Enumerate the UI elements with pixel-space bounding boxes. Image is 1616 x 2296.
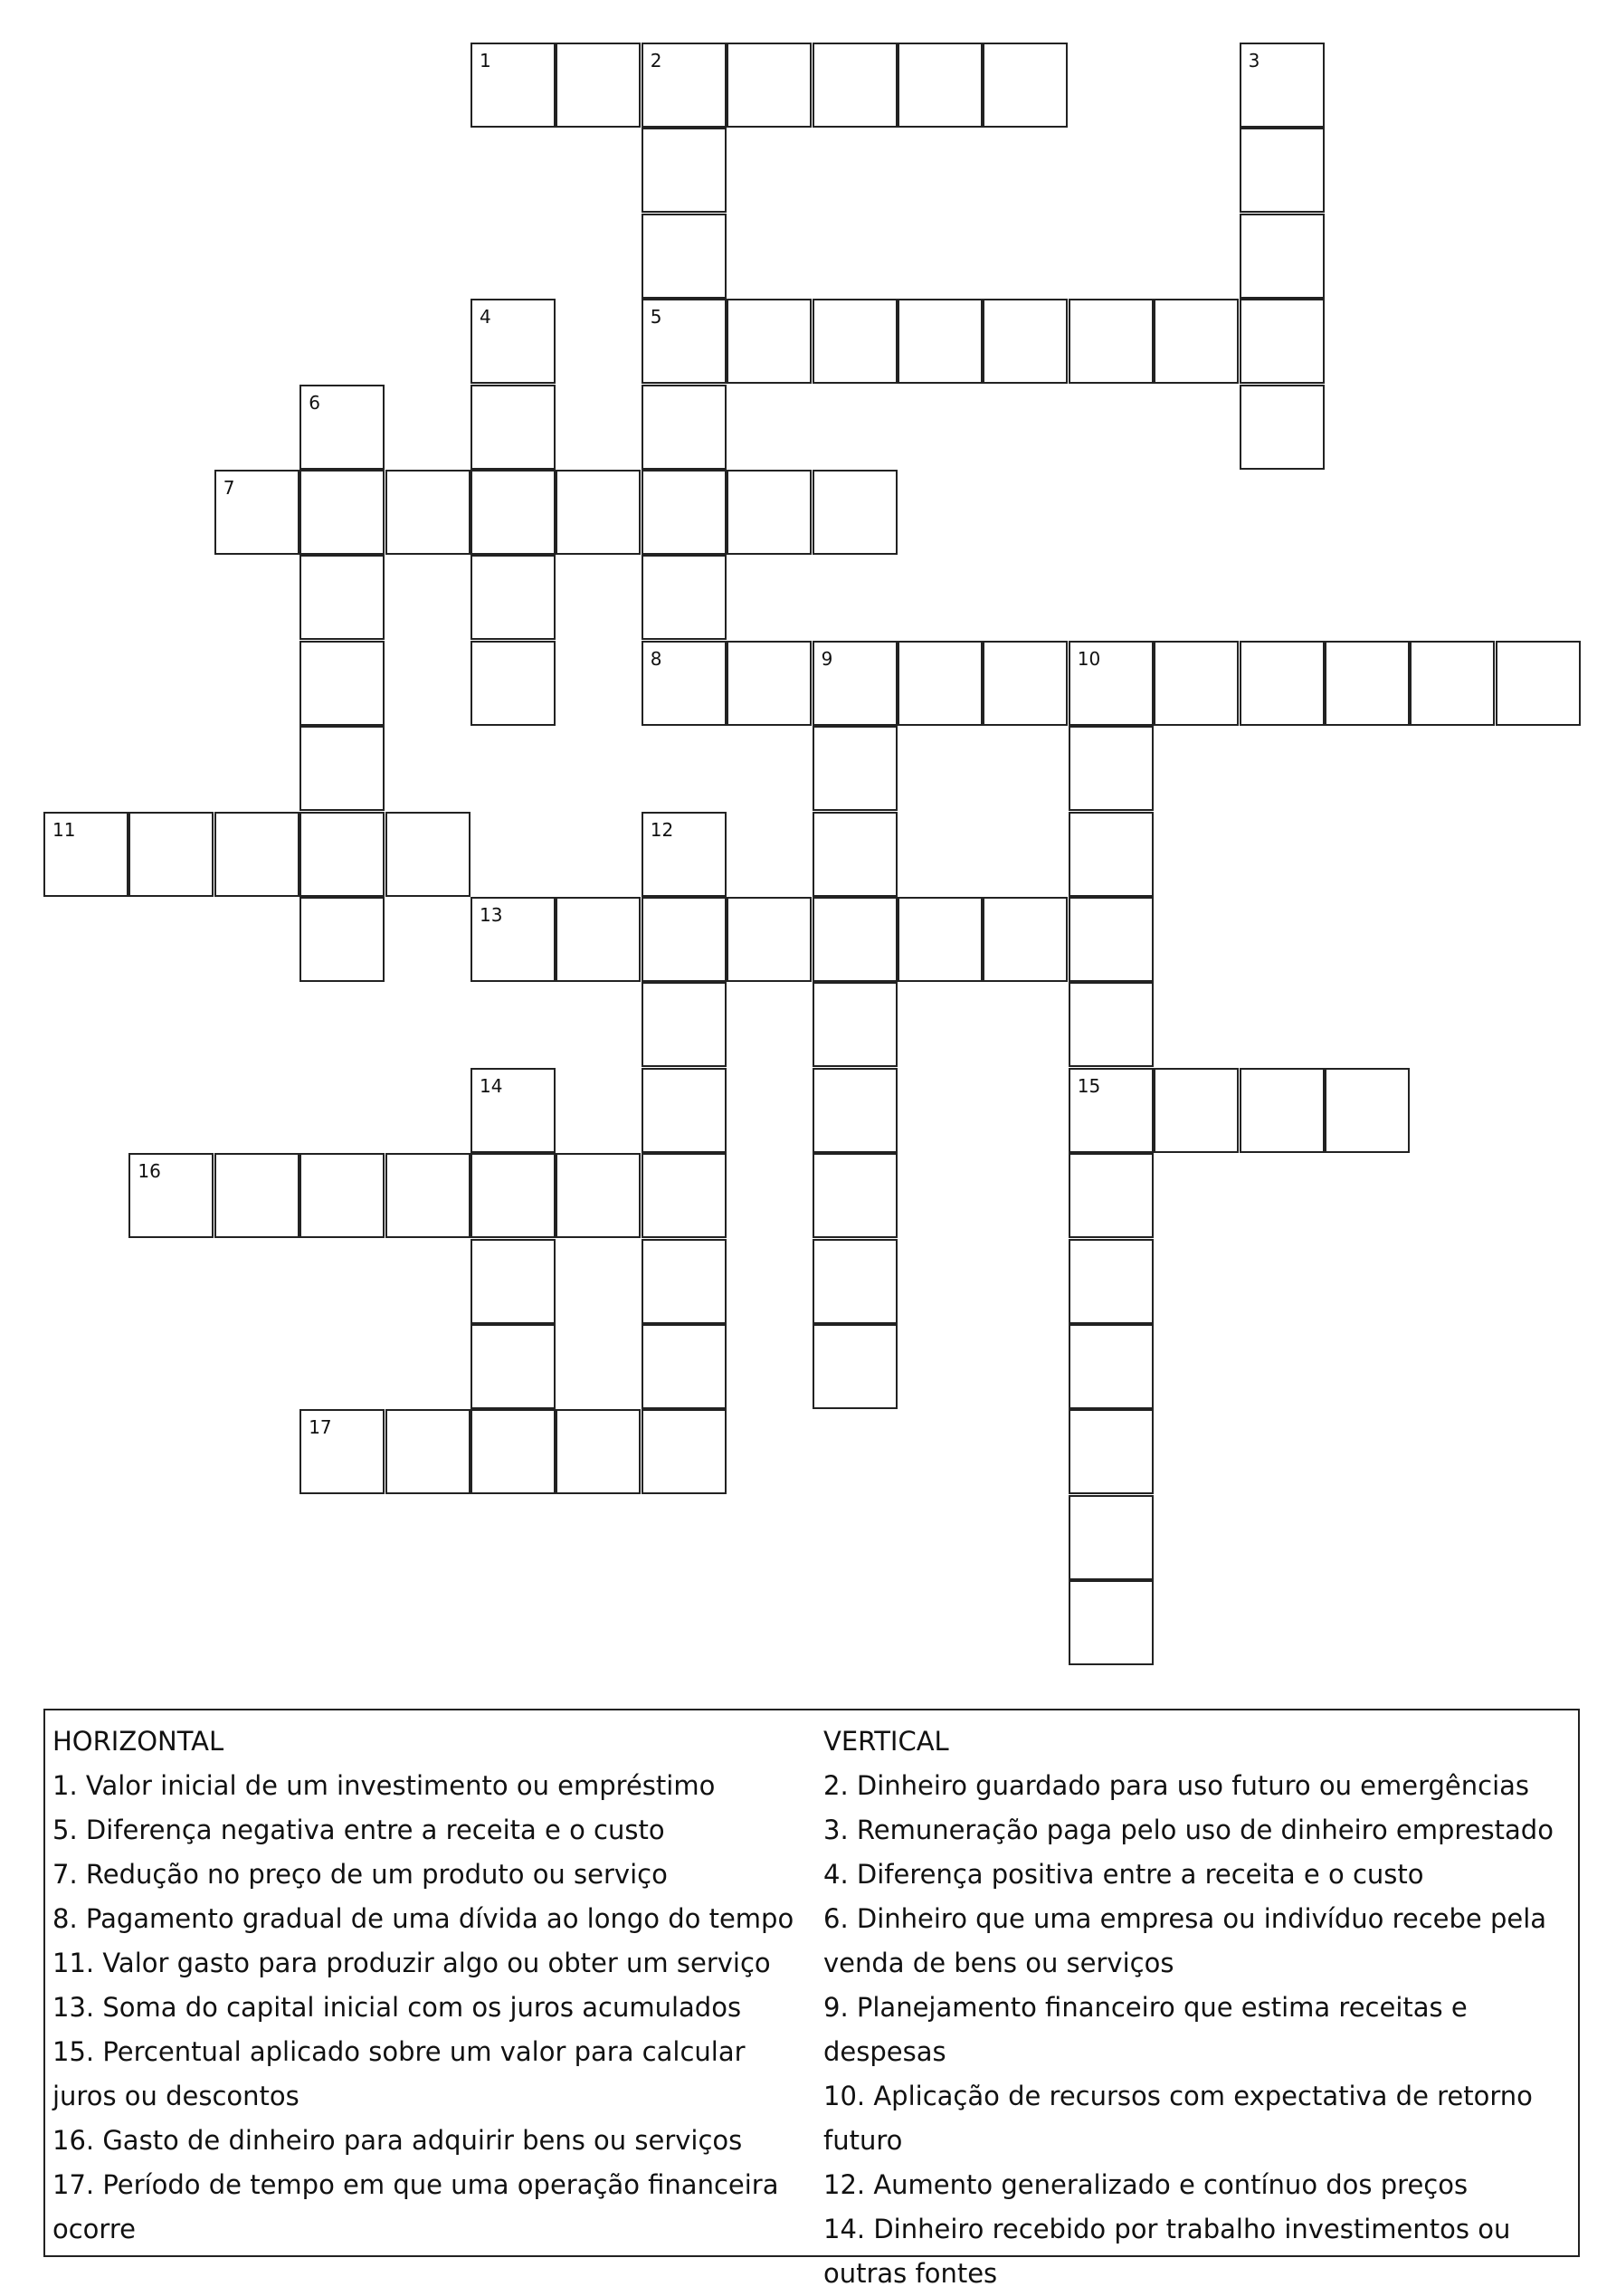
clue-number: 15: [1077, 1074, 1101, 1097]
crossword-cell[interactable]: [385, 1153, 471, 1238]
crossword-cell[interactable]: [1154, 299, 1239, 384]
crossword-cell[interactable]: [642, 641, 727, 726]
crossword-cell[interactable]: [471, 555, 556, 640]
crossword-cell[interactable]: [642, 128, 727, 213]
crossword-cell[interactable]: [1240, 43, 1325, 128]
crossword-cell[interactable]: [128, 1153, 214, 1238]
crossword-cell[interactable]: [1154, 1068, 1239, 1153]
crossword-cell[interactable]: [727, 897, 812, 982]
clue-v-6: 6. Dinheiro que uma empresa ou indivíduo recebe pela venda de bens ou serviços: [823, 1903, 1547, 1978]
crossword-cell[interactable]: [299, 555, 385, 640]
crossword-cell[interactable]: [642, 299, 727, 384]
crossword-cell[interactable]: [299, 726, 385, 811]
clue-number: 1: [480, 50, 491, 71]
clue-number: 9: [821, 647, 833, 670]
clue-number: 4: [480, 306, 491, 329]
crossword-cell[interactable]: [642, 897, 727, 982]
crossword-cell[interactable]: [471, 1239, 556, 1324]
crossword-cell[interactable]: [471, 1068, 556, 1153]
clue-number: 8: [650, 647, 662, 670]
crossword-cell[interactable]: [299, 470, 385, 555]
horizontal-header: HORIZONTAL: [52, 1726, 224, 1757]
crossword-cell[interactable]: [642, 214, 727, 299]
crossword-cell[interactable]: [813, 726, 898, 811]
crossword-cell[interactable]: [1240, 1068, 1325, 1153]
clue-v-4: 4. Diferença positiva entre a receita e o custo: [823, 1859, 1424, 1890]
clue-v-12: 12. Aumento generalizado e contínuo dos preços: [823, 2169, 1469, 2200]
crossword-cell[interactable]: [1240, 214, 1325, 299]
crossword-cell[interactable]: [727, 299, 812, 384]
crossword-cell[interactable]: [1325, 641, 1410, 726]
crossword-cell[interactable]: [299, 1153, 385, 1238]
crossword-cell[interactable]: [299, 897, 385, 982]
crossword-cell[interactable]: [1069, 1153, 1154, 1238]
crossword-cell[interactable]: [471, 385, 556, 470]
clue-h-7: 7. Redução no preço de um produto ou serviço: [52, 1859, 668, 1890]
crossword-cell[interactable]: [556, 43, 641, 128]
crossword-cell[interactable]: [299, 812, 385, 897]
clue-number: 17: [309, 1416, 332, 1439]
crossword-cell[interactable]: [642, 1068, 727, 1153]
crossword-cell[interactable]: [43, 812, 128, 897]
crossword-cell[interactable]: [128, 812, 214, 897]
vertical-header: VERTICAL: [823, 1726, 949, 1757]
vertical-clues: [823, 1720, 1574, 2296]
crossword-cell[interactable]: [642, 555, 727, 640]
crossword-cell[interactable]: [214, 1153, 299, 1238]
crossword-cell[interactable]: [1069, 1239, 1154, 1324]
crossword-cell[interactable]: [1069, 1068, 1154, 1153]
crossword-cell[interactable]: [727, 43, 812, 128]
crossword-cell[interactable]: [813, 1324, 898, 1409]
clue-number: 7: [223, 477, 235, 499]
clue-h-11: 11. Valor gasto para produzir algo ou obter um serviço: [52, 1948, 771, 1978]
crossword-cell[interactable]: [727, 641, 812, 726]
crossword-cell[interactable]: [1069, 1580, 1154, 1665]
crossword-cell[interactable]: [898, 299, 983, 384]
clue-v-14: 14. Dinheiro recebido por trabalho investimentos ou outras fontes: [823, 2214, 1511, 2289]
clue-number: 6: [309, 391, 320, 414]
clue-v-2: 2. Dinheiro guardado para uso futuro ou emergências: [823, 1770, 1530, 1801]
crossword-cell[interactable]: [813, 1153, 898, 1238]
crossword-cell[interactable]: [1325, 1068, 1410, 1153]
crossword-cell[interactable]: [471, 43, 556, 128]
crossword-cell[interactable]: [642, 1409, 727, 1494]
horizontal-clues: [52, 1720, 817, 2252]
crossword-cell[interactable]: [471, 299, 556, 384]
clues-box: [43, 1709, 1580, 2289]
crossword-cell[interactable]: [214, 470, 299, 555]
clue-number: 14: [480, 1074, 503, 1097]
crossword-cell[interactable]: [1069, 1495, 1154, 1580]
crossword-cell[interactable]: [385, 470, 471, 555]
crossword-cell[interactable]: [1240, 299, 1325, 384]
crossword-cell[interactable]: [642, 1324, 727, 1409]
crossword-cell[interactable]: [642, 385, 727, 470]
crossword-cell[interactable]: [299, 1409, 385, 1494]
crossword-cell[interactable]: [471, 1324, 556, 1409]
clue-number: 3: [1248, 50, 1260, 71]
crossword-cell[interactable]: [556, 1409, 641, 1494]
crossword-cell[interactable]: [642, 1153, 727, 1238]
crossword-cell[interactable]: [898, 897, 983, 982]
crossword-cell[interactable]: [642, 470, 727, 555]
clue-h-15: 15. Percentual aplicado sobre um valor para calcular juros ou descontos: [52, 2036, 746, 2111]
crossword-cell[interactable]: [1069, 726, 1154, 811]
crossword-cell[interactable]: [556, 470, 641, 555]
crossword-cell[interactable]: [471, 1153, 556, 1238]
crossword-cell[interactable]: [642, 43, 727, 128]
crossword-cell[interactable]: [813, 1239, 898, 1324]
crossword-cell[interactable]: [556, 1153, 641, 1238]
crossword-cell[interactable]: [642, 982, 727, 1067]
crossword-cell[interactable]: [385, 1409, 471, 1494]
crossword-cell[interactable]: [299, 385, 385, 470]
clue-h-1: 1. Valor inicial de um investimento ou empréstimo: [52, 1770, 716, 1801]
crossword-cell[interactable]: [983, 641, 1068, 726]
crossword-cell[interactable]: [813, 897, 898, 982]
crossword-cell[interactable]: [1069, 299, 1154, 384]
clue-h-13: 13. Soma do capital inicial com os juros acumulados: [52, 1992, 742, 2023]
clue-number: 5: [650, 306, 662, 329]
crossword-cell[interactable]: [1410, 641, 1495, 726]
crossword-cell[interactable]: [214, 812, 299, 897]
crossword-cell[interactable]: [813, 641, 898, 726]
crossword-cell[interactable]: [471, 1409, 556, 1494]
clue-number: 11: [52, 818, 76, 841]
clue-h-17: 17. Período de tempo em que uma operação financeira ocorre: [52, 2169, 779, 2244]
crossword-cell[interactable]: [1069, 897, 1154, 982]
crossword-cell[interactable]: [471, 470, 556, 555]
crossword-cell[interactable]: [1154, 641, 1239, 726]
clue-h-16: 16. Gasto de dinheiro para adquirir bens ou serviços: [52, 2125, 743, 2156]
clue-v-9: 9. Planejamento financeiro que estima receitas e despesas: [823, 1992, 1468, 2067]
crossword-cell[interactable]: [813, 299, 898, 384]
clue-number: 10: [1077, 647, 1101, 670]
crossword-cell[interactable]: [1069, 1409, 1154, 1494]
crossword-cell[interactable]: [727, 470, 812, 555]
crossword-cell[interactable]: [1240, 641, 1325, 726]
crossword-cell[interactable]: [983, 43, 1068, 128]
crossword-cell[interactable]: [1240, 385, 1325, 470]
crossword-cell[interactable]: [898, 641, 983, 726]
clue-v-10: 10. Aplicação de recursos com expectativa de retorno futuro: [823, 2081, 1533, 2156]
crossword-cell[interactable]: [1069, 982, 1154, 1067]
crossword-cell[interactable]: [1496, 641, 1581, 726]
crossword-cell[interactable]: [385, 812, 471, 897]
clue-number: 13: [480, 904, 503, 926]
crossword-cell[interactable]: [813, 812, 898, 897]
crossword-cell[interactable]: [813, 43, 898, 128]
crossword-cell[interactable]: [813, 1068, 898, 1153]
crossword-grid: [43, 43, 1582, 1672]
clue-h-5: 5. Diferença negativa entre a receita e o custo: [52, 1815, 665, 1845]
clue-number: 16: [138, 1160, 161, 1183]
crossword-cell[interactable]: [983, 897, 1068, 982]
clue-h-8: 8. Pagamento gradual de uma dívida ao longo do tempo: [52, 1903, 794, 1934]
clue-number: 2: [650, 50, 662, 71]
crossword-cell[interactable]: [471, 641, 556, 726]
crossword-cell[interactable]: [471, 897, 556, 982]
crossword-cell[interactable]: [898, 43, 983, 128]
crossword-cell[interactable]: [1069, 1324, 1154, 1409]
clue-number: 12: [650, 818, 674, 841]
crossword-cell[interactable]: [1069, 641, 1154, 726]
crossword-cell[interactable]: [1069, 812, 1154, 897]
crossword-cell[interactable]: [813, 470, 898, 555]
crossword-cell[interactable]: [642, 1239, 727, 1324]
clue-v-3: 3. Remuneração paga pelo uso de dinheiro emprestado: [823, 1815, 1554, 1845]
crossword-cell[interactable]: [1240, 128, 1325, 213]
crossword-cell[interactable]: [556, 897, 641, 982]
crossword-cell[interactable]: [299, 641, 385, 726]
crossword-cell[interactable]: [983, 299, 1068, 384]
crossword-cell[interactable]: [813, 982, 898, 1067]
crossword-cell[interactable]: [642, 812, 727, 897]
